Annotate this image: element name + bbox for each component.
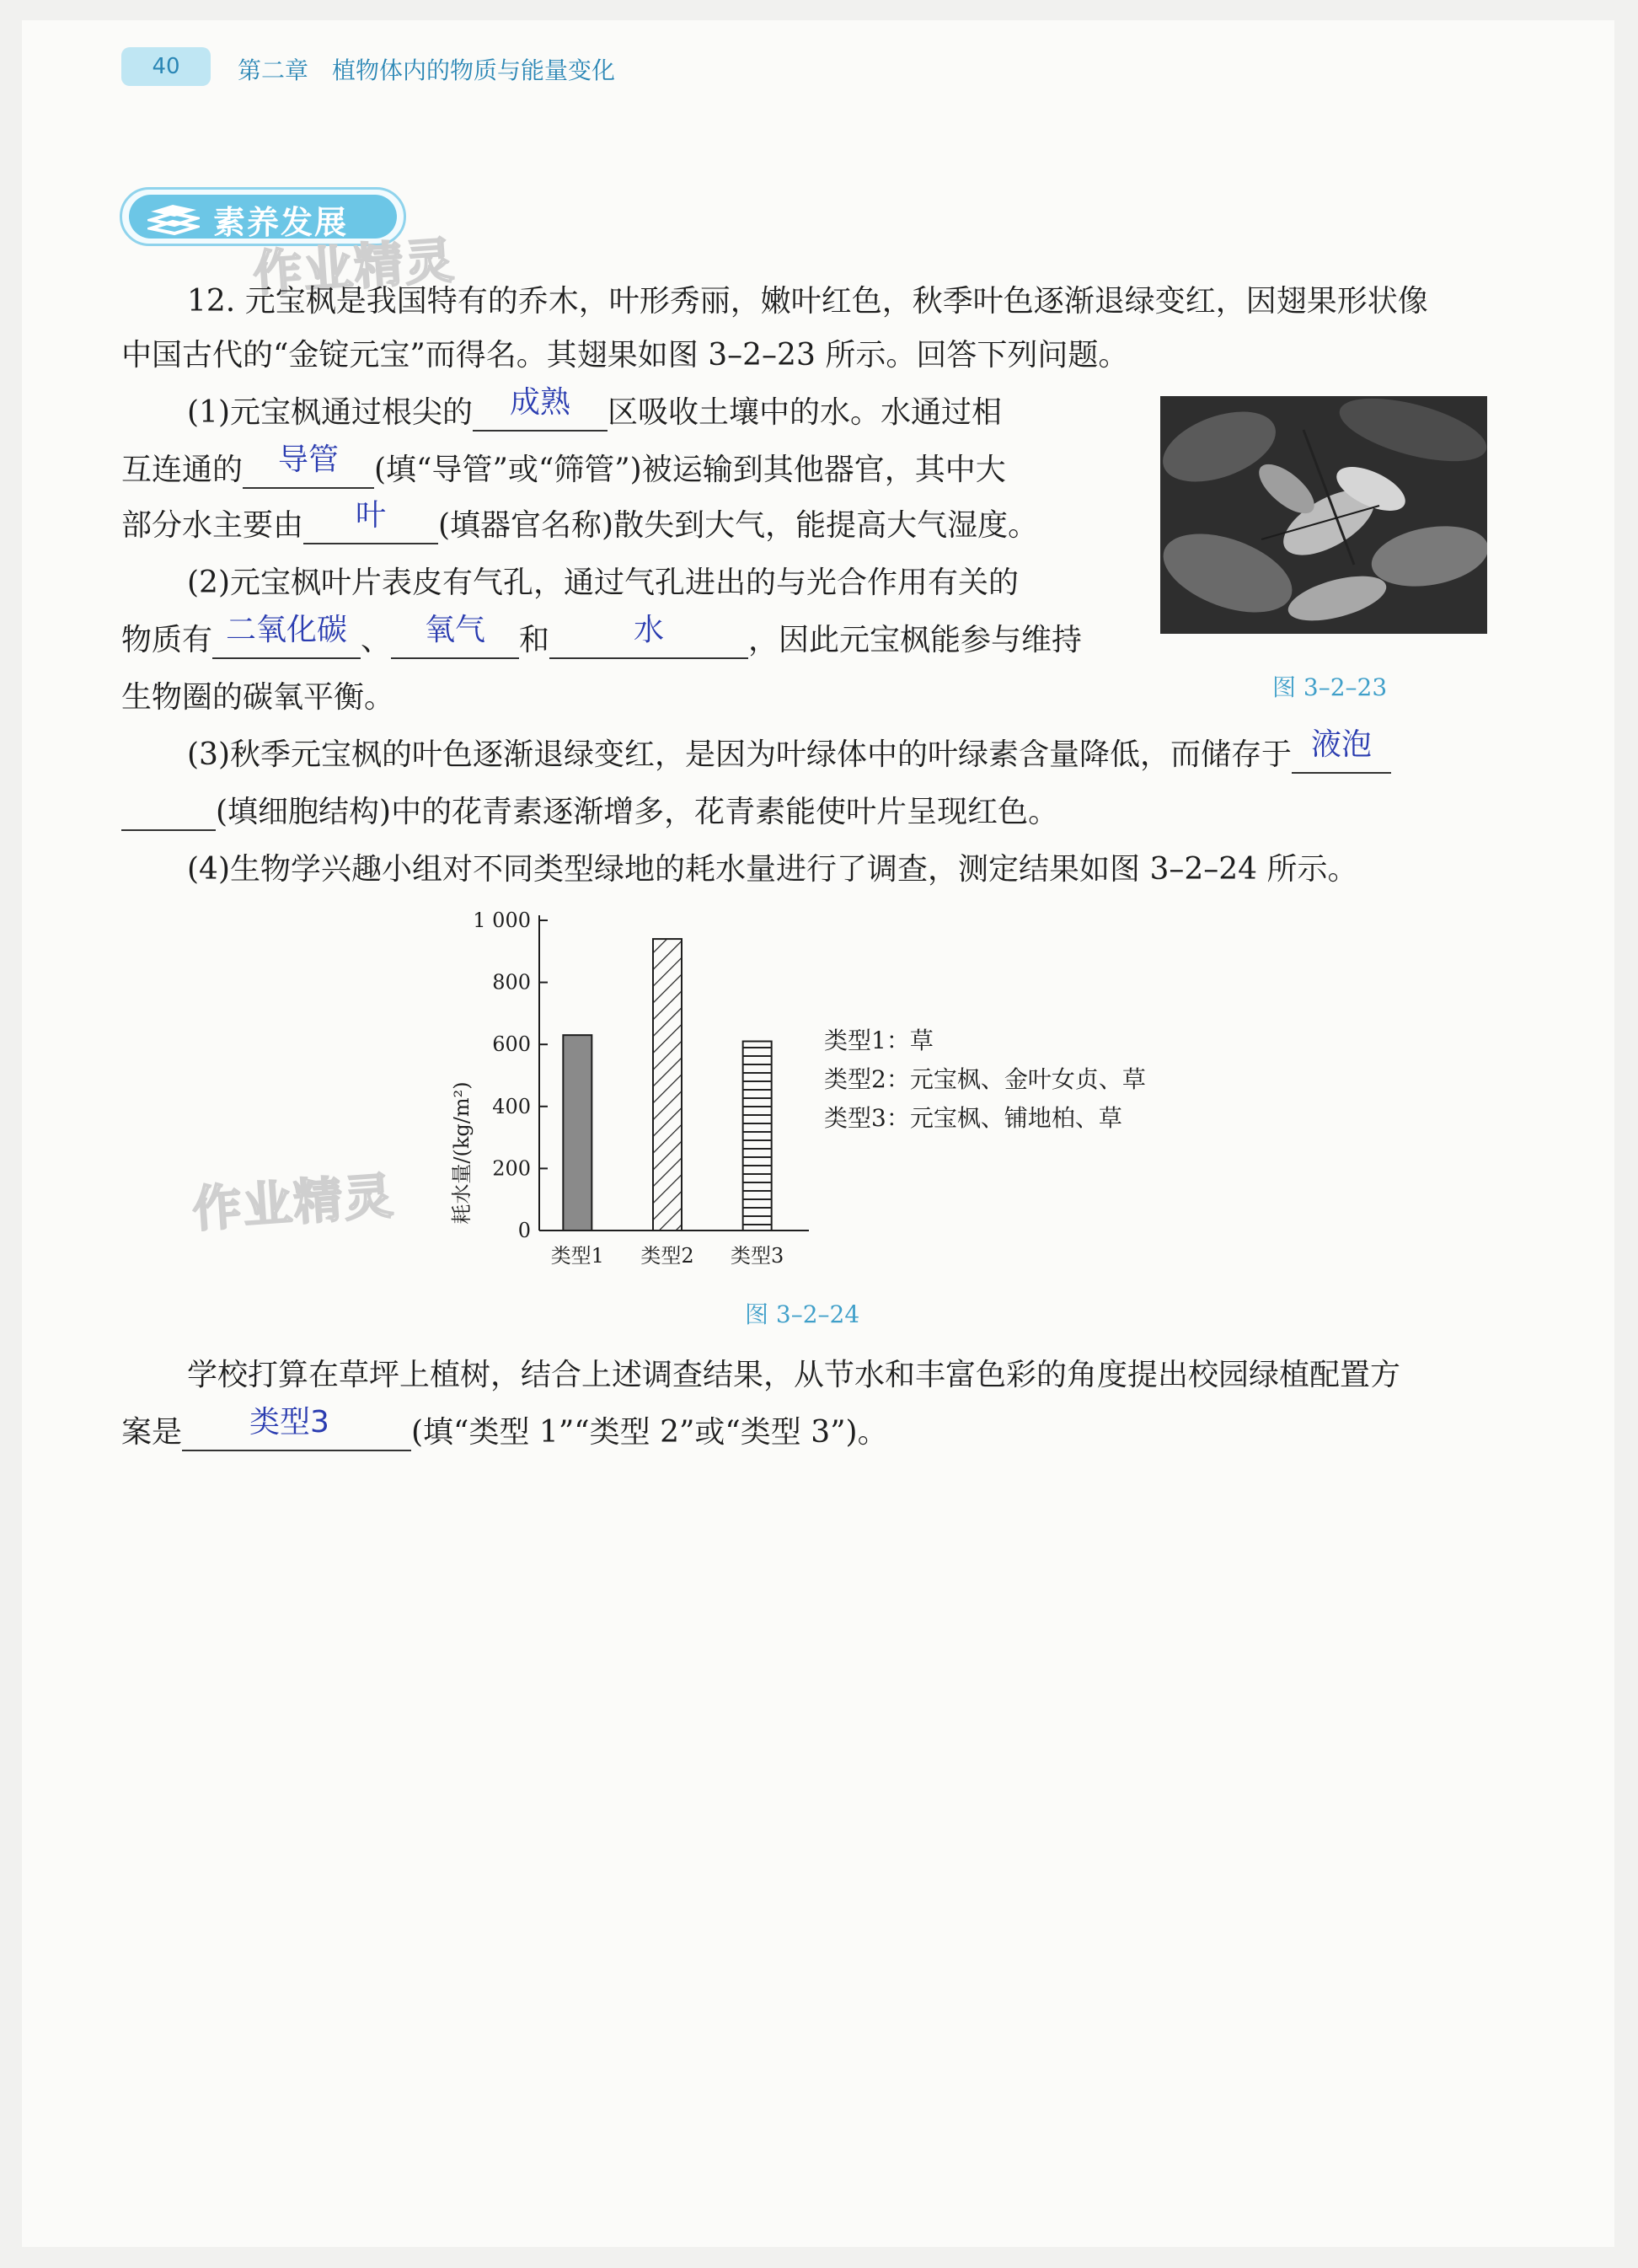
part2-line1: (2)元宝枫叶片表皮有气孔，通过气孔进出的与光合作用有关的 [187,566,1019,600]
figure-caption: 图 3–2–23 [1272,673,1388,701]
answer-blank[interactable] [303,498,438,544]
answer-blank[interactable] [391,613,519,659]
legend-entry: 类型2：元宝枫、金叶女贞、草 [824,1065,1146,1093]
x-category-label: 类型1 [550,1244,604,1268]
answer-blank[interactable] [549,613,748,659]
figure-caption: 图 3–2–24 [745,1300,860,1328]
y-axis-label: 耗水量/(kg/m²) [450,1081,474,1225]
section-badge-label: 素养发展 [213,204,349,241]
water-consumption-bar-chart [438,900,826,1288]
answer-blank[interactable] [1292,727,1391,774]
legend-entry: 类型3：元宝枫、铺地柏、草 [824,1104,1122,1132]
answer-text: 二氧化碳 [226,613,348,647]
y-tick-label: 0 [517,1219,531,1242]
part1-line1: (1)元宝枫通过根尖的 成熟 区吸收土壤中的水。水通过相 [187,385,1003,430]
answer-blank[interactable] [182,1405,411,1451]
watermark: 作业精灵 [251,231,458,303]
y-tick-label: 600 [492,1032,531,1057]
answer-text: 液泡 [1310,727,1372,762]
bar-1 [563,1035,592,1231]
samara-photo [1160,396,1487,634]
part2-line3: 生物圈的碳氧平衡。 [121,680,395,715]
question-intro-line2: 中国古代的“金锭元宝”而得名。其翅果如图 3–2–23 所示。回答下列问题。 [121,338,1129,373]
answer-text: 叶 [356,498,387,533]
final-question-line1: 学校打算在草坪上植树，结合上述调查结果，从节水和丰富色彩的角度提出校园绿植配置方 [187,1358,1401,1392]
y-tick-label: 200 [492,1156,531,1181]
y-tick-label: 800 [492,970,531,995]
legend-entry: 类型1：草 [824,1027,934,1054]
part1-line3: 部分水主要由 叶 (填器官名称)散失到大气，能提高大气湿度。 [121,498,1039,543]
answer-text: 类型3 [249,1405,329,1440]
answer-text: 水 [634,613,665,647]
page-number: 40 [121,47,211,86]
answer-text: 成熟 [509,385,570,420]
y-tick-label: 400 [492,1094,531,1118]
watermark: 作业精灵 [190,1166,397,1239]
part3-line1: (3)秋季元宝枫的叶色逐渐退绿变红，是因为叶绿体中的叶绿素含量降低，而储存于 液泡 [187,737,1391,774]
answer-blank[interactable] [212,613,361,659]
x-category-label: 类型3 [731,1244,784,1268]
y-tick-label: 1 000 [473,909,531,932]
answer-text: 导管 [278,442,340,477]
bar-3 [743,1042,772,1231]
question-intro-line1: 12. 元宝枫是我国特有的乔木，叶形秀丽，嫩叶红色，秋季叶色逐渐退绿变红，因翅果形状像 [187,284,1428,319]
books-icon [147,201,200,239]
part1-line2: 互连通的 导管 (填“导管”或“筛管”)被运输到其他器官，其中大 [121,442,1006,487]
part4-text: (4)生物学兴趣小组对不同类型绿地的耗水量进行了调查，测定结果如图 3–2–24 所示。 [187,852,1358,887]
bar-2 [653,939,682,1231]
answer-blank[interactable] [473,385,608,432]
part2-line2: 物质有 二氧化碳 、 氧气 和 水 ，因此元宝枫能参与维持 [121,613,1083,657]
answer-blank[interactable] [243,442,374,489]
answer-text: 氧气 [425,613,486,647]
answer-blank-continuation[interactable] [121,794,216,831]
x-category-label: 类型2 [640,1244,694,1268]
final-question-line2: 案是 类型3 (填“类型 1”“类型 2”或“类型 3”)。 [121,1405,888,1450]
part3-line2: (填细胞结构)中的花青素逐渐增多，花青素能使叶片呈现红色。 [121,794,1058,831]
chapter-title: 第二章 植物体内的物质与能量变化 [238,56,616,84]
chart-legend [824,1021,1146,1138]
